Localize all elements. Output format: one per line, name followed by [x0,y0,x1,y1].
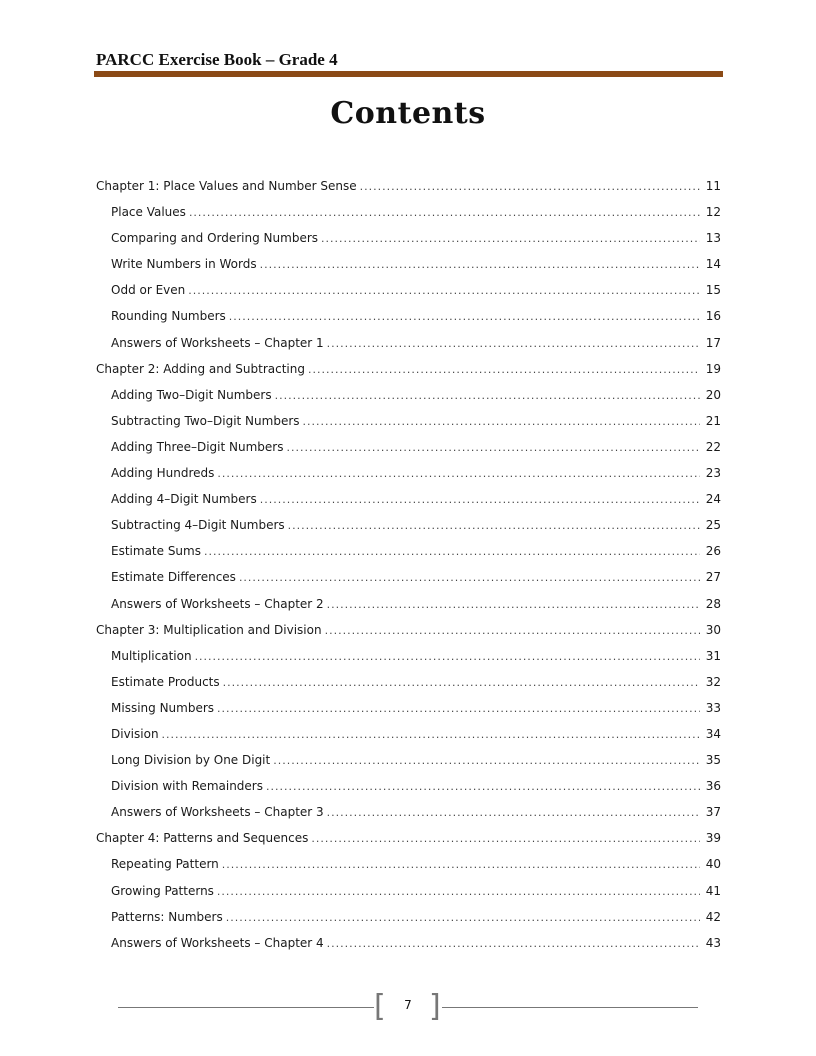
toc-entry-label: Subtracting Two–Digit Numbers [111,413,300,428]
toc-section-entry[interactable] [96,854,721,880]
toc-entry-page: 39 [705,831,721,846]
dot-leader [325,621,700,641]
toc-section-entry[interactable] [96,541,721,567]
toc-entry-page: 11 [705,179,721,193]
toc-section-entry[interactable] [96,672,721,698]
toc-section-entry[interactable] [96,802,721,828]
dot-leader [321,229,700,249]
dot-leader [162,725,700,745]
toc-entry-label: Patterns: Numbers [111,909,223,924]
toc-entry-label: Comparing and Ordering Numbers [111,231,319,246]
toc-entry-label: Write Numbers in Words [111,257,257,272]
toc-entry-page: 42 [705,909,721,924]
toc-entry-label: Rounding Numbers [111,309,226,324]
toc-entry-label: Chapter 4: Patterns and Sequences [96,831,309,846]
toc-entry-label: Multiplication [111,648,192,663]
toc-entry-label: Estimate Products [111,674,220,689]
toc-entry-label: Missing Numbers [111,700,215,715]
dot-leader [195,647,700,667]
toc-entry-page: 28 [705,596,721,611]
toc-entry-page: 36 [705,779,721,794]
dot-leader [275,386,700,406]
dot-leader [286,438,700,458]
footer-rule-right [442,1007,698,1008]
toc-entry-label: Chapter 2: Adding and Subtracting [96,361,305,376]
toc-entry-label: Division with Remainders [111,779,263,794]
toc-chapter-entry[interactable] [96,359,721,385]
dot-leader [260,490,700,510]
footer-bracket-left: [ [374,989,386,1024]
dot-leader [327,934,700,954]
toc-entry-page: 24 [705,492,721,507]
dot-leader [217,882,700,902]
dot-leader [327,334,700,354]
dot-leader [260,255,700,275]
toc-entry-page: 17 [705,335,721,350]
toc-entry-label: Adding Hundreds [111,466,215,481]
toc-entry-page: 13 [705,231,721,246]
dot-leader [217,464,700,484]
toc-entry-page: 22 [705,439,721,454]
toc-entry-label: Division [111,726,159,741]
dot-leader [226,908,700,928]
table-of-contents [96,176,721,959]
toc-entry-page: 19 [705,361,721,376]
toc-section-entry[interactable] [96,463,721,489]
toc-section-entry[interactable] [96,724,721,750]
toc-chapter-entry[interactable] [96,828,721,854]
toc-section-entry[interactable] [96,306,721,332]
toc-section-entry[interactable] [96,385,721,411]
toc-section-entry[interactable] [96,489,721,515]
toc-entry-page: 31 [705,648,721,663]
toc-chapter-entry[interactable] [96,176,721,202]
toc-entry-label: Repeating Pattern [111,857,219,872]
toc-entry-label: Adding Two–Digit Numbers [111,387,272,402]
toc-section-entry[interactable] [96,411,721,437]
dot-leader [288,516,700,536]
toc-entry-label: Adding Three–Digit Numbers [111,439,284,454]
toc-section-entry[interactable] [96,881,721,907]
toc-section-entry[interactable] [96,515,721,541]
toc-entry-page: 15 [705,283,721,298]
toc-entry-page: 34 [705,726,721,741]
toc-entry-label: Place Values [111,205,186,220]
toc-entry-page: 12 [705,205,721,220]
dot-leader [311,829,700,849]
toc-entry-page: 16 [705,309,721,324]
toc-entry-page: 21 [705,413,721,428]
toc-section-entry[interactable] [96,254,721,280]
dot-leader [217,699,700,719]
toc-entry-page: 30 [705,622,721,637]
toc-entry-label: Estimate Differences [111,570,236,585]
dot-leader [204,542,700,562]
toc-entry-page: 20 [705,387,721,402]
toc-entry-page: 25 [705,518,721,533]
toc-section-entry[interactable] [96,567,721,593]
dot-leader [273,751,700,771]
dot-leader [327,595,700,615]
toc-entry-label: Answers of Worksheets – Chapter 3 [111,805,324,820]
toc-entry-page: 33 [705,700,721,715]
dot-leader [189,203,700,223]
toc-entry-label: Estimate Sums [111,544,201,559]
toc-entry-page: 35 [705,753,721,768]
toc-section-entry[interactable] [96,776,721,802]
dot-leader [308,360,700,380]
toc-entry-page: 14 [705,257,721,272]
toc-section-entry[interactable] [96,333,721,359]
toc-entry-page: 26 [705,544,721,559]
dot-leader [266,777,700,797]
toc-entry-label: Answers of Worksheets – Chapter 2 [111,596,324,611]
dot-leader [327,803,700,823]
dot-leader [239,568,700,588]
toc-entry-label: Subtracting 4–Digit Numbers [111,518,285,533]
toc-entry-page: 23 [705,466,721,481]
dot-leader [360,177,700,197]
dot-leader [229,307,700,327]
toc-entry-label: Chapter 3: Multiplication and Division [96,622,322,637]
toc-entry-page: 27 [705,570,721,585]
page-title: Contents [330,96,486,131]
dot-leader [222,855,700,875]
dot-leader [303,412,700,432]
toc-entry-label: Long Division by One Digit [111,753,271,768]
toc-section-entry[interactable] [96,202,721,228]
toc-section-entry[interactable] [96,280,721,306]
page-number: 7 [404,998,412,1012]
toc-entry-page: 43 [705,935,721,950]
toc-entry-page: 40 [705,857,721,872]
dot-leader [223,673,700,693]
toc-entry-page: 41 [705,883,721,898]
toc-section-entry[interactable] [96,698,721,724]
toc-section-entry[interactable] [96,933,721,959]
toc-section-entry[interactable] [96,646,721,672]
toc-section-entry[interactable] [96,437,721,463]
toc-entry-label: Odd or Even [111,283,186,298]
toc-section-entry[interactable] [96,228,721,254]
toc-entry-label: Answers of Worksheets – Chapter 1 [111,335,324,350]
toc-section-entry[interactable] [96,750,721,776]
footer-bracket-right: ] [429,989,441,1024]
footer-rule-left [118,1007,374,1008]
toc-section-entry[interactable] [96,907,721,933]
book-title: PARCC Exercise Book – Grade 4 [96,50,338,69]
toc-entry-page: 37 [705,805,721,820]
toc-entry-label: Answers of Worksheets – Chapter 4 [111,935,324,950]
toc-entry-page: 32 [705,674,721,689]
toc-chapter-entry[interactable] [96,620,721,646]
toc-section-entry[interactable] [96,594,721,620]
dot-leader [188,281,700,301]
toc-entry-label: Adding 4–Digit Numbers [111,492,257,507]
toc-entry-label: Chapter 1: Place Values and Number Sense [96,179,357,193]
header-rule [94,71,723,77]
toc-entry-label: Growing Patterns [111,883,214,898]
